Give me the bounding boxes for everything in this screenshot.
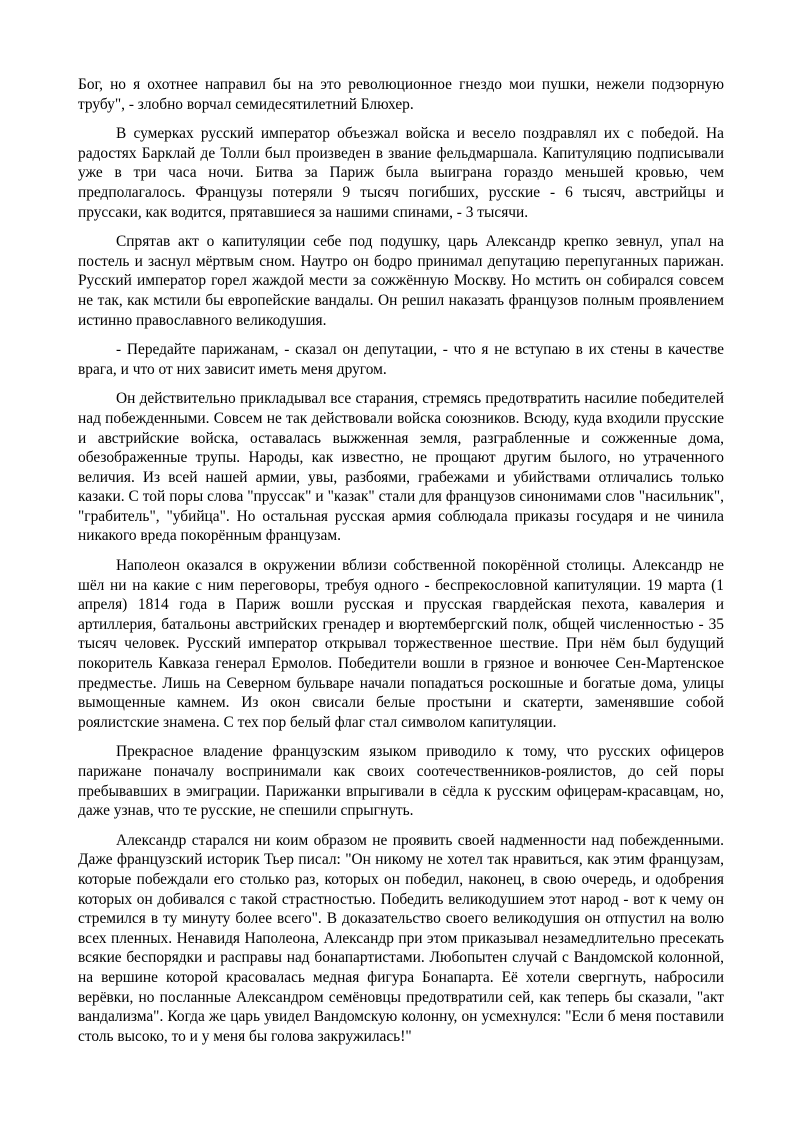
paragraph-2: В сумерках русский император объезжал войска и весело поздравлял их с победой. На радостях Барклай де Толли был произведен в звание фельдмаршала. Капитуляцию подписывали уже в три часа ночи. Битва за Париж была выиграна гораздо меньшей кровью, чем предполагалось. Французы потеряли 9 тысяч погибших, русские - 6 тысяч, австрийцы и пруссаки, как водится, прятавшиеся за нашими спинами, - 3 тысячи. [78, 125, 724, 221]
paragraph-5: Он действительно прикладывал все старания, стремясь предотвратить насилие победителей над побежденными. Совсем не так действовали войска союзников. Всюду, куда входили прусские и австрийские войска, оставалась выжженная земля, разграбленные и сожженные дома, обезображенные трупы. Народы, как известно, не прощают другим былого, но утраченного величия. Из всей нашей армии, увы, разбоями, грабежами и убийствами отличались только казаки. С той поры слова "пруссак" и "казак" стали для французов синонимами слов "насильник", "грабитель", "убийца". Но остальная русская армия соблюдала приказы государя и не чинила никакого вреда покорённым французам. [78, 390, 724, 545]
paragraph-4: - Передайте парижанам, - сказал он депутации, - что я не вступаю в их стены в качестве врага, и что от них зависит иметь меня другом. [78, 341, 724, 378]
paragraph-8: Александр старался ни коим образом не проявить своей надменности над побежденными. Даже французский историк Тьер писал: "Он никому не хотел так нравиться, как этим французам, которые побеждали его столько раз, которых он победил, наконец, в свою очередь, и одобрения которых он добивался с такой страстностью. Победить великодушием этот народ - вот к чему он стремился в ту минуту более всего". В доказательство своего великодушия он отпустил на волю всех пленных. Ненавидя Наполеона, Александр при этом приказывал незамедлительно пресекать всякие беспорядки и расправы над бонапартистами. Любопытен случай с Вандомской колонной, на вершине которой красовалась медная фигура Бонапарта. Её хотели свергнуть, набросили верёвки, но посланные Александром семёновцы предотвратили сей, как теперь бы сказали, "акт вандализма". Когда же царь увидел Вандомскую колонну, он усмехнулся: "Если б меня поставили столь высоко, то и у меня бы голова закружилась!" [78, 831, 724, 1045]
paragraph-7: Прекрасное владение французским языком приводило к тому, что русских офицеров парижане поначалу воспринимали как своих соотечественников-роялистов, до сей поры пребывавших в эмиграции. Парижанки впрыгивали в сёдла к русским офицерам-красавцам, но, даже узнав, что те русские, не спешили спрыгнуть. [78, 743, 724, 820]
paragraph-6: Наполеон оказался в окружении вблизи собственной покорённой столицы. Александр не шёл ни на какие с ним переговоры, требуя одного - беспрекословной капитуляции. 19 марта (1 апреля) 1814 года в Париж вошли русская и прусская гвардейская пехота, кавалерия и артиллерия, батальоны австрийских гренадер и вюртембергский полк, общей численностью - 35 тысяч человек. Русский император открывал торжественное шествие. При нём был будущий покоритель Кавказа генерал Ермолов. Победители вошли в грязное и вонючее Сен-Мартенское предместье. Лишь на Северном бульваре начали попадаться роскошные и богатые дома, улицы вымощенные камнем. Из окон свисали белые простыни и скатерти, заменявшие собой роялистские знамена. С тех пор белый флаг стал символом капитуляции. [78, 557, 724, 731]
paragraph-1: Бог, но я охотнее направил бы на это революционное гнездо мои пушки, нежели подзорную трубу", - злобно ворчал семидесятилетний Блюхер. [78, 76, 724, 113]
document-page [78, 75, 724, 1056]
paragraph-3: Спрятав акт о капитуляции себе под подушку, царь Александр крепко зевнул, упал на постель и заснул мёртвым сном. Наутро он бодро принимал депутацию перепуганных парижан. Русский император горел жаждой мести за сожжённую Москву. Но мстить он собирался совсем не так, как мстили бы европейские вандалы. Он решил наказать французов полным проявлением истинно православного великодушия. [78, 233, 724, 329]
